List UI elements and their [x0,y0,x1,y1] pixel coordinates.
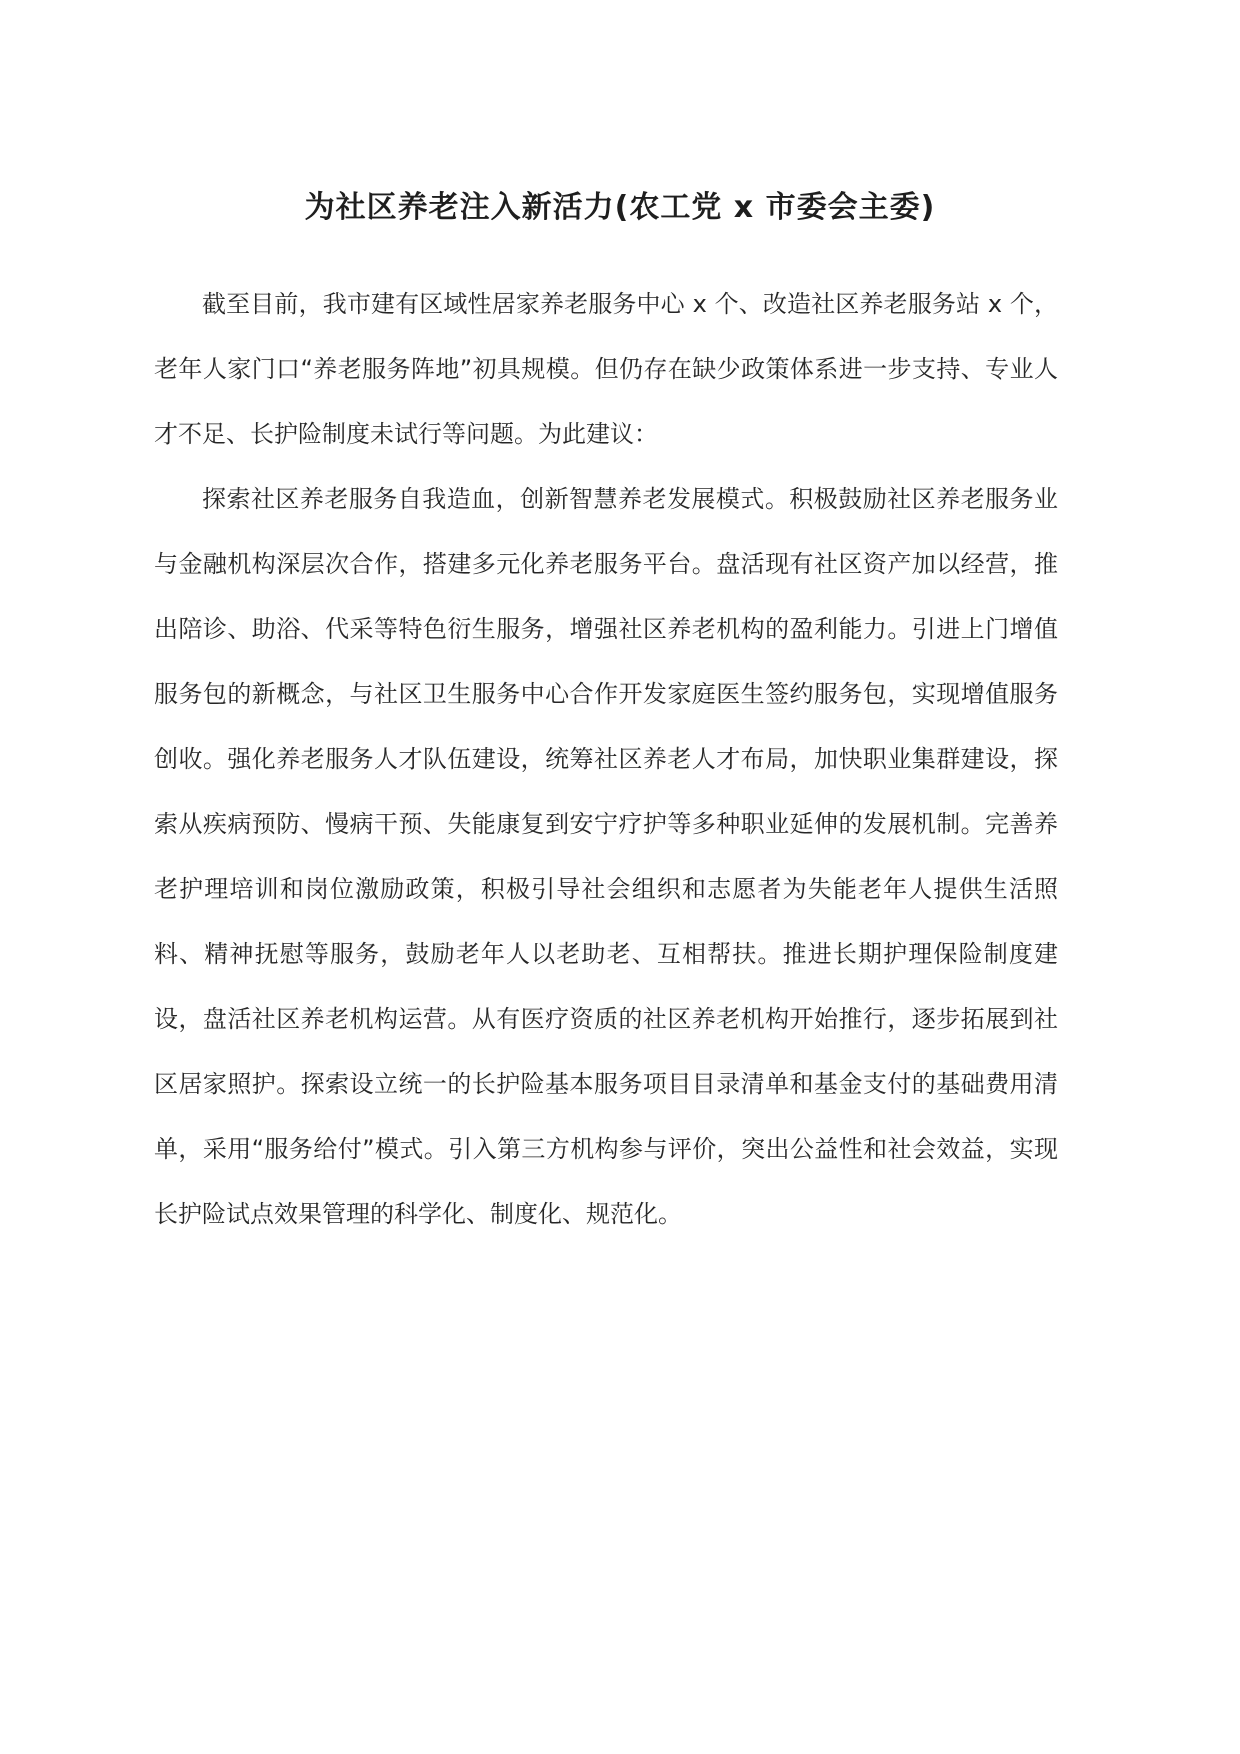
paragraph-suggestions: 探索社区养老服务自我造血，创新智慧养老发展模式。积极鼓励社区养老服务业与金融机构深层次合作，搭建多元化养老服务平台。盘活现有社区资产加以经营，推出陪诊、助浴、代采等特色衍生服务，增强社区养老机构的盈利能力。引进上门增值服务包的新概念，与社区卫生服务中心合作开发家庭医生签约服务包，实现增值服务创收。强化养老服务人才队伍建设，统筹社区养老人才布局，加快职业集群建设，探索从疾病预防、慢病干预、失能康复到安宁疗护等多种职业延伸的发展机制。完善养老护理培训和岗位激励政策，积极引导社会组织和志愿者为失能老年人提供生活照料、精神抚慰等服务，鼓励老年人以老助老、互相帮扶。推进长期护理保险制度建设，盘活社区养老机构运营。从有医疗资质的社区养老机构开始推行，逐步拓展到社区居家照护。探索设立统一的长护险基本服务项目目录清单和基金支付的基础费用清单，采用“服务给付”模式。引入第三方机构参与评价，突出公益性和社会效益，实现长护险试点效果管理的科学化、制度化、规范化。 [154,485,1058,1228]
paragraph-intro: 截至目前，我市建有区域性居家养老服务中心 x 个、改造社区养老服务站 x 个，老年人家门口“养老服务阵地”初具规模。但仍存在缺少政策体系进一步支持、专业人才不足、长护险制度未试行等问题。为此建议： [154,290,1058,448]
document-body [154,272,1058,1247]
document-title: 为社区养老注入新活力(农工党 x 市委会主委) [304,190,936,225]
